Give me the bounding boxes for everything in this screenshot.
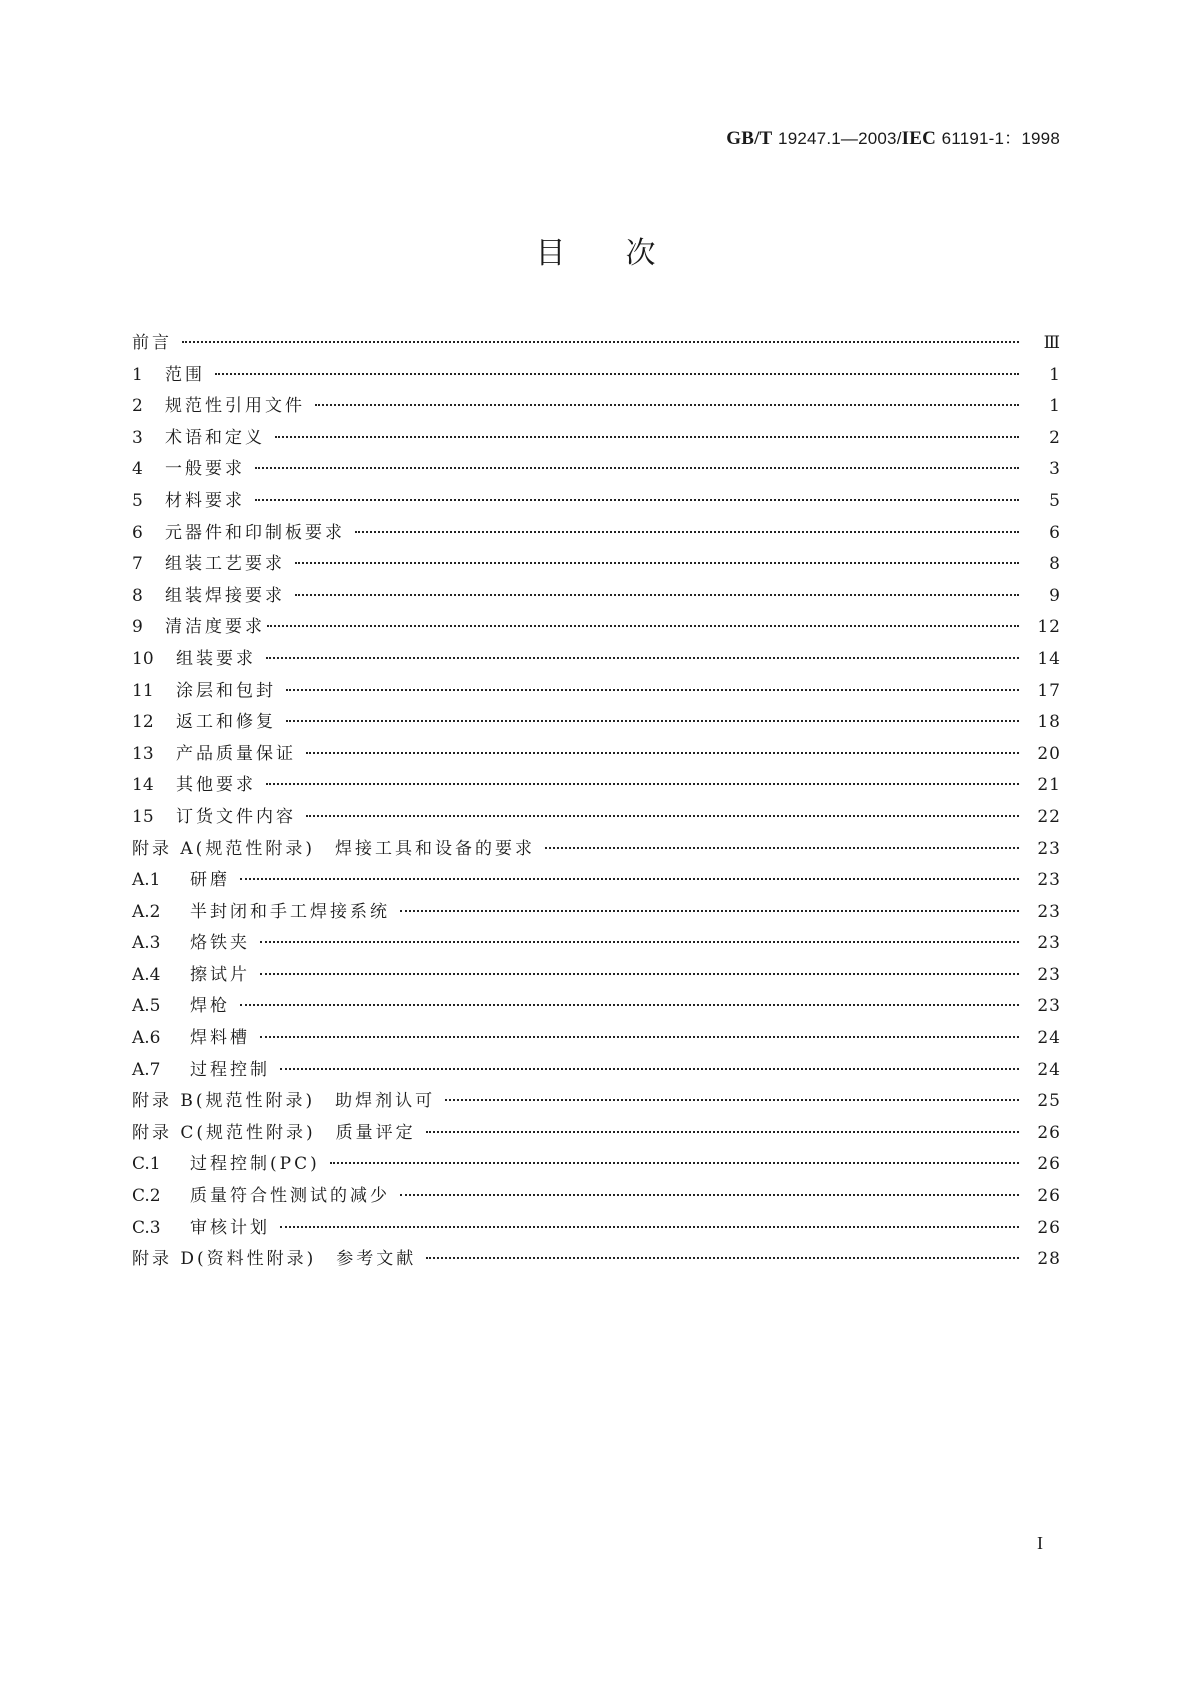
toc-entry[interactable] — [132, 454, 1061, 486]
toc-entry[interactable] — [132, 865, 1061, 897]
toc-entry-page: 26 — [1037, 1186, 1061, 1207]
standard-code — [726, 124, 1060, 150]
toc-entry-title — [132, 802, 296, 834]
std-prefix: GB/T — [726, 128, 773, 149]
table-of-contents — [132, 328, 1061, 1276]
toc-entry-page: 9 — [1049, 585, 1061, 606]
page-title: 目次 — [535, 236, 716, 271]
dot-leader — [240, 878, 1019, 880]
dot-leader — [240, 1004, 1019, 1006]
toc-entry[interactable] — [132, 991, 1061, 1023]
toc-entry-title — [132, 928, 250, 960]
toc-entry-label: 产品质量保证 — [176, 743, 296, 764]
toc-entry-number: 15 — [132, 806, 154, 827]
toc-entry-page: 6 — [1049, 522, 1061, 543]
iec-number: 61191-1：1998 — [941, 129, 1060, 148]
toc-entry-label: 附录 C(规范性附录) 质量评定 — [132, 1122, 416, 1143]
toc-entry-number: 7 — [132, 554, 143, 575]
toc-entry-label: 前言 — [132, 333, 172, 353]
toc-entry-title — [132, 454, 245, 486]
toc-entry-page: 21 — [1037, 775, 1061, 796]
toc-entry-number: 3 — [132, 427, 143, 448]
dot-leader — [306, 752, 1019, 754]
toc-entry-label: 组装焊接要求 — [165, 585, 285, 606]
toc-entry[interactable] — [132, 1118, 1061, 1150]
dot-leader — [400, 910, 1019, 912]
toc-entry-title — [132, 707, 276, 739]
toc-entry[interactable] — [132, 486, 1061, 518]
toc-entry-page: 24 — [1037, 1028, 1061, 1049]
toc-entry[interactable] — [132, 423, 1061, 455]
dot-leader — [426, 1131, 1019, 1133]
dot-leader — [255, 467, 1019, 469]
dot-leader — [545, 847, 1019, 849]
dot-leader — [267, 625, 1019, 627]
toc-entry-page: 18 — [1037, 712, 1061, 733]
toc-entry-page: 2 — [1049, 427, 1061, 448]
toc-entry[interactable] — [132, 360, 1061, 392]
toc-entry-page: 23 — [1037, 933, 1061, 954]
toc-entry-page: 24 — [1037, 1059, 1061, 1080]
toc-entry-page: 25 — [1037, 1091, 1061, 1112]
toc-entry-page: 3 — [1049, 459, 1061, 480]
toc-entry-title — [132, 360, 205, 392]
dot-leader — [260, 973, 1019, 975]
toc-entry[interactable] — [132, 676, 1061, 708]
toc-entry[interactable] — [132, 549, 1061, 581]
dot-leader — [182, 341, 1019, 343]
toc-entry-number: A.4 — [132, 964, 161, 985]
dot-leader — [400, 1194, 1019, 1196]
toc-entry-page: 23 — [1037, 838, 1061, 859]
toc-entry[interactable] — [132, 612, 1061, 644]
toc-entry[interactable] — [132, 770, 1061, 802]
toc-entry[interactable] — [132, 1055, 1061, 1087]
dot-leader — [306, 815, 1019, 817]
toc-entry-number: 12 — [132, 712, 154, 733]
toc-entry-number: 2 — [132, 396, 143, 417]
toc-entry-number: A.2 — [132, 901, 161, 922]
toc-entry-title — [132, 1055, 270, 1087]
toc-entry-label: 涂层和包封 — [176, 680, 276, 701]
toc-entry-label: 擦试片 — [190, 964, 250, 985]
toc-entry-number: A.1 — [132, 870, 161, 891]
toc-entry-page: 28 — [1037, 1249, 1061, 1270]
dot-leader — [355, 531, 1019, 533]
toc-entry-title — [132, 739, 296, 771]
dot-leader — [260, 941, 1019, 943]
toc-entry-title — [132, 423, 265, 455]
toc-entry-page: 26 — [1037, 1217, 1061, 1238]
toc-entry-label: 订货文件内容 — [176, 806, 296, 827]
toc-entry-number: C.2 — [132, 1186, 161, 1207]
toc-entry[interactable] — [132, 518, 1061, 550]
toc-entry-label: 范围 — [165, 364, 205, 385]
toc-entry-page: 23 — [1037, 996, 1061, 1017]
dot-leader — [260, 1036, 1019, 1038]
dot-leader — [295, 562, 1019, 564]
toc-entry-number: 11 — [132, 680, 154, 701]
toc-entry-number: 9 — [132, 617, 143, 638]
toc-entry-title — [132, 486, 245, 518]
toc-entry-label: 烙铁夹 — [190, 933, 250, 954]
toc-entry[interactable] — [132, 644, 1061, 676]
toc-entry-number: 6 — [132, 522, 143, 543]
toc-entry-page: 12 — [1037, 617, 1061, 638]
dot-leader — [286, 689, 1019, 691]
toc-entry-title — [132, 897, 390, 929]
toc-entry-label: 其他要求 — [176, 775, 256, 796]
toc-entry[interactable] — [132, 897, 1061, 929]
toc-entry-page: 22 — [1037, 806, 1061, 827]
dot-leader — [315, 404, 1019, 406]
toc-entry-label: 一般要求 — [165, 459, 245, 480]
toc-entry-title — [132, 1086, 435, 1118]
toc-entry[interactable] — [132, 1149, 1061, 1181]
dot-leader — [286, 720, 1019, 722]
dot-leader — [275, 436, 1019, 438]
toc-entry-title — [132, 644, 256, 676]
toc-entry-title — [132, 770, 256, 802]
toc-entry[interactable] — [132, 802, 1061, 834]
toc-entry-title — [132, 834, 535, 866]
toc-entry-label: 材料要求 — [165, 490, 245, 511]
dot-leader — [266, 783, 1019, 785]
toc-entry-label: 组装工艺要求 — [165, 554, 285, 575]
toc-entry[interactable] — [132, 1023, 1061, 1055]
toc-entry-label: 附录 B(规范性附录) 助焊剂认可 — [132, 1091, 436, 1112]
toc-entry[interactable] — [132, 928, 1061, 960]
dot-leader — [426, 1257, 1019, 1259]
toc-entry-title — [132, 676, 276, 708]
toc-entry-number: 13 — [132, 743, 154, 764]
toc-entry-title — [132, 1118, 416, 1150]
toc-entry-number: A.3 — [132, 933, 161, 954]
toc-entry-number: 4 — [132, 459, 143, 480]
toc-entry[interactable] — [132, 1086, 1061, 1118]
toc-entry-title — [132, 865, 230, 897]
toc-entry-title — [132, 991, 230, 1023]
dot-leader — [266, 657, 1019, 659]
iec-prefix: IEC — [901, 128, 937, 149]
toc-entry-number: 1 — [132, 364, 143, 385]
toc-entry[interactable] — [132, 1213, 1061, 1245]
toc-entry-title — [132, 612, 265, 644]
toc-entry-title — [132, 549, 285, 581]
toc-entry-title — [132, 518, 345, 550]
toc-entry[interactable] — [132, 391, 1061, 423]
toc-entry-label: 附录 A(规范性附录) 焊接工具和设备的要求 — [132, 838, 535, 859]
toc-entry-page: 5 — [1049, 490, 1061, 511]
toc-entry-page: 23 — [1037, 870, 1061, 891]
toc-entry-page: 14 — [1037, 648, 1061, 669]
toc-entry[interactable] — [132, 834, 1061, 866]
toc-entry-label: 清洁度要求 — [165, 617, 265, 638]
toc-entry[interactable] — [132, 707, 1061, 739]
toc-entry-title — [132, 1023, 250, 1055]
toc-entry-page: 1 — [1049, 396, 1061, 417]
toc-entry-page: 1 — [1049, 364, 1061, 385]
toc-entry-number: A.7 — [132, 1059, 161, 1080]
toc-entry-page: 23 — [1037, 964, 1061, 985]
toc-entry-label: 质量符合性测试的减少 — [190, 1186, 390, 1207]
dot-leader — [215, 373, 1019, 375]
dot-leader — [280, 1068, 1019, 1070]
toc-entry-title — [132, 391, 305, 423]
toc-entry-page: 20 — [1037, 743, 1061, 764]
toc-entry-number: 5 — [132, 490, 143, 511]
toc-entry-number: 14 — [132, 775, 154, 796]
toc-entry[interactable] — [132, 328, 1061, 360]
dot-leader — [330, 1162, 1019, 1164]
dot-leader — [295, 594, 1019, 596]
toc-entry-label: 焊枪 — [190, 996, 230, 1017]
toc-entry-label: 术语和定义 — [165, 427, 265, 448]
toc-entry-label: 元器件和印制板要求 — [165, 522, 345, 543]
toc-entry-title — [132, 581, 285, 613]
toc-entry-label: 过程控制(PC) — [190, 1154, 320, 1175]
dot-leader — [255, 499, 1019, 501]
toc-entry-label: 组装要求 — [176, 648, 256, 669]
toc-entry[interactable] — [132, 960, 1061, 992]
toc-entry-title — [132, 1213, 270, 1245]
toc-entry-title — [132, 1244, 416, 1276]
toc-entry-label: 审核计划 — [190, 1217, 270, 1238]
toc-entry[interactable] — [132, 739, 1061, 771]
toc-entry-title — [132, 1149, 320, 1181]
toc-entry-label: 半封闭和手工焊接系统 — [190, 901, 390, 922]
toc-entry-page: 23 — [1037, 901, 1061, 922]
toc-entry-label: 规范性引用文件 — [165, 396, 305, 417]
toc-entry-number: 8 — [132, 585, 143, 606]
toc-entry-page: 26 — [1037, 1122, 1061, 1143]
toc-entry-number: A.5 — [132, 996, 161, 1017]
toc-entry-label: 焊料槽 — [190, 1028, 250, 1049]
toc-entry-title — [132, 328, 172, 360]
toc-entry-page: 8 — [1049, 554, 1061, 575]
toc-entry-label: 返工和修复 — [176, 712, 276, 733]
toc-entry-page: 17 — [1037, 680, 1061, 701]
toc-entry-number: C.3 — [132, 1217, 161, 1238]
dot-leader — [280, 1226, 1019, 1228]
toc-entry-number: C.1 — [132, 1154, 161, 1175]
std-number: 19247.1—2003/ — [778, 129, 902, 148]
page-number: I — [1037, 1533, 1043, 1553]
toc-entry[interactable] — [132, 1181, 1061, 1213]
toc-entry-label: 附录 D(资料性附录) 参考文献 — [132, 1249, 417, 1270]
toc-entry-number: 10 — [132, 648, 154, 669]
dot-leader — [445, 1099, 1019, 1101]
toc-entry-label: 过程控制 — [190, 1059, 270, 1080]
toc-entry-number: A.6 — [132, 1028, 161, 1049]
toc-entry-title — [132, 1181, 390, 1213]
toc-entry-label: 研磨 — [190, 870, 230, 891]
toc-entry-page: 26 — [1037, 1154, 1061, 1175]
toc-entry-page: Ⅲ — [1043, 333, 1061, 353]
toc-entry[interactable] — [132, 581, 1061, 613]
toc-entry-title — [132, 960, 250, 992]
toc-entry[interactable] — [132, 1244, 1061, 1276]
